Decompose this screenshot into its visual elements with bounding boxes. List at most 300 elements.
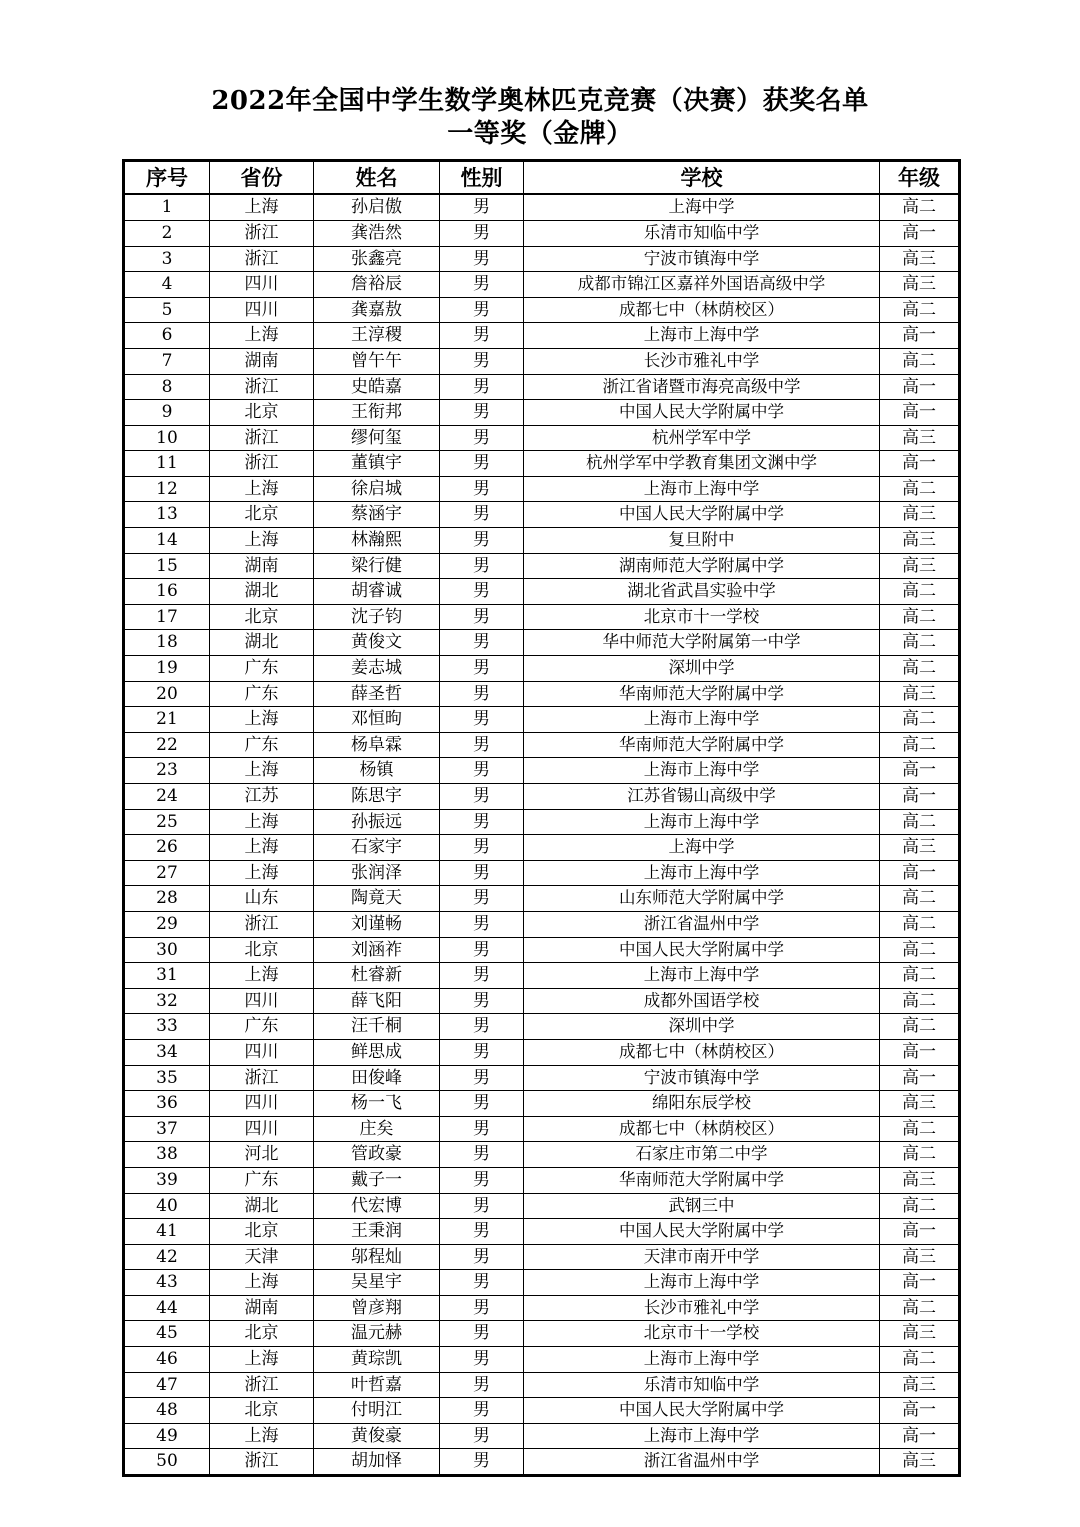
cell-school: 北京市十一学校	[524, 604, 880, 630]
cell-sequence-number: 38	[124, 1142, 210, 1168]
table-row	[124, 1091, 960, 1117]
table-row	[124, 784, 960, 810]
cell-school: 石家庄市第二中学	[524, 1142, 880, 1168]
cell-school: 上海市上海中学	[524, 1423, 880, 1449]
cell-school: 上海市上海中学	[524, 758, 880, 784]
cell-grade: 高二	[880, 886, 960, 912]
cell-province: 上海	[210, 1270, 314, 1296]
cell-grade: 高三	[880, 246, 960, 272]
cell-sequence-number: 22	[124, 732, 210, 758]
cell-grade: 高二	[880, 656, 960, 682]
cell-student-name: 黄琮凯	[314, 1347, 440, 1373]
table-row	[124, 1167, 960, 1193]
cell-school: 复旦附中	[524, 528, 880, 554]
table-row	[124, 937, 960, 963]
cell-grade: 高二	[880, 1014, 960, 1040]
cell-student-name: 董镇宇	[314, 451, 440, 477]
cell-student-name: 梁行健	[314, 553, 440, 579]
cell-grade: 高一	[880, 1065, 960, 1091]
cell-sequence-number: 42	[124, 1244, 210, 1270]
cell-sequence-number: 13	[124, 502, 210, 528]
cell-student-name: 陶竟天	[314, 886, 440, 912]
cell-grade: 高二	[880, 297, 960, 323]
cell-province: 浙江	[210, 220, 314, 246]
cell-province: 湖北	[210, 630, 314, 656]
table-row	[124, 194, 960, 220]
cell-grade: 高一	[880, 323, 960, 349]
cell-grade: 高三	[880, 1244, 960, 1270]
cell-student-name: 陈思宇	[314, 784, 440, 810]
awards-table	[122, 159, 961, 1477]
cell-grade: 高二	[880, 937, 960, 963]
cell-school: 上海市上海中学	[524, 1347, 880, 1373]
cell-school: 乐清市知临中学	[524, 1372, 880, 1398]
cell-student-name: 龚浩然	[314, 220, 440, 246]
table-row	[124, 1142, 960, 1168]
cell-gender: 男	[440, 1091, 524, 1117]
cell-province: 浙江	[210, 1372, 314, 1398]
cell-province: 北京	[210, 1398, 314, 1424]
cell-school: 长沙市雅礼中学	[524, 348, 880, 374]
table-row	[124, 451, 960, 477]
cell-gender: 男	[440, 246, 524, 272]
cell-sequence-number: 16	[124, 579, 210, 605]
cell-sequence-number: 46	[124, 1347, 210, 1373]
table-row	[124, 809, 960, 835]
table-row	[124, 553, 960, 579]
cell-province: 上海	[210, 809, 314, 835]
cell-gender: 男	[440, 604, 524, 630]
cell-grade: 高二	[880, 1116, 960, 1142]
cell-gender: 男	[440, 1321, 524, 1347]
cell-sequence-number: 19	[124, 656, 210, 682]
cell-province: 四川	[210, 1116, 314, 1142]
cell-gender: 男	[440, 656, 524, 682]
cell-grade: 高二	[880, 911, 960, 937]
table-row	[124, 758, 960, 784]
cell-grade: 高一	[880, 758, 960, 784]
cell-grade: 高二	[880, 476, 960, 502]
cell-grade: 高二	[880, 579, 960, 605]
cell-province: 上海	[210, 860, 314, 886]
table-row	[124, 681, 960, 707]
column-header-gender: 性别	[440, 161, 524, 195]
table-row	[124, 1295, 960, 1321]
cell-student-name: 孙启傲	[314, 194, 440, 220]
cell-province: 浙江	[210, 374, 314, 400]
table-row	[124, 220, 960, 246]
cell-gender: 男	[440, 963, 524, 989]
cell-gender: 男	[440, 911, 524, 937]
table-row	[124, 604, 960, 630]
column-header-name: 姓名	[314, 161, 440, 195]
cell-province: 广东	[210, 1014, 314, 1040]
cell-sequence-number: 26	[124, 835, 210, 861]
cell-gender: 男	[440, 1244, 524, 1270]
cell-gender: 男	[440, 297, 524, 323]
cell-province: 江苏	[210, 784, 314, 810]
cell-sequence-number: 44	[124, 1295, 210, 1321]
cell-sequence-number: 15	[124, 553, 210, 579]
table-row	[124, 1321, 960, 1347]
cell-student-name: 胡加怿	[314, 1449, 440, 1476]
table-row	[124, 835, 960, 861]
cell-school: 中国人民大学附属中学	[524, 502, 880, 528]
column-header-grade: 年级	[880, 161, 960, 195]
table-row	[124, 1449, 960, 1476]
cell-student-name: 史皓嘉	[314, 374, 440, 400]
table-row	[124, 1372, 960, 1398]
cell-sequence-number: 40	[124, 1193, 210, 1219]
cell-sequence-number: 8	[124, 374, 210, 400]
cell-gender: 男	[440, 476, 524, 502]
cell-grade: 高三	[880, 272, 960, 298]
cell-gender: 男	[440, 1423, 524, 1449]
cell-province: 湖南	[210, 348, 314, 374]
cell-sequence-number: 37	[124, 1116, 210, 1142]
cell-student-name: 杨一飞	[314, 1091, 440, 1117]
cell-school: 天津市南开中学	[524, 1244, 880, 1270]
table-row	[124, 297, 960, 323]
cell-student-name: 温元赫	[314, 1321, 440, 1347]
table-row	[124, 707, 960, 733]
cell-grade: 高三	[880, 1372, 960, 1398]
cell-student-name: 王衔邦	[314, 400, 440, 426]
cell-province: 湖南	[210, 553, 314, 579]
cell-gender: 男	[440, 194, 524, 220]
cell-student-name: 代宏博	[314, 1193, 440, 1219]
cell-school: 上海市上海中学	[524, 476, 880, 502]
cell-province: 上海	[210, 707, 314, 733]
cell-student-name: 付明江	[314, 1398, 440, 1424]
cell-student-name: 邬程灿	[314, 1244, 440, 1270]
cell-school: 浙江省诸暨市海亮高级中学	[524, 374, 880, 400]
cell-province: 广东	[210, 681, 314, 707]
cell-gender: 男	[440, 502, 524, 528]
cell-gender: 男	[440, 732, 524, 758]
cell-sequence-number: 32	[124, 988, 210, 1014]
cell-school: 山东师范大学附属中学	[524, 886, 880, 912]
cell-sequence-number: 47	[124, 1372, 210, 1398]
cell-student-name: 徐启城	[314, 476, 440, 502]
cell-school: 上海市上海中学	[524, 1270, 880, 1296]
cell-province: 浙江	[210, 1449, 314, 1476]
cell-student-name: 王秉润	[314, 1219, 440, 1245]
cell-province: 上海	[210, 1423, 314, 1449]
cell-grade: 高一	[880, 400, 960, 426]
cell-grade: 高二	[880, 630, 960, 656]
cell-school: 中国人民大学附属中学	[524, 1219, 880, 1245]
cell-sequence-number: 23	[124, 758, 210, 784]
cell-province: 上海	[210, 323, 314, 349]
cell-grade: 高三	[880, 835, 960, 861]
cell-sequence-number: 31	[124, 963, 210, 989]
cell-sequence-number: 33	[124, 1014, 210, 1040]
cell-sequence-number: 30	[124, 937, 210, 963]
cell-student-name: 薛飞阳	[314, 988, 440, 1014]
cell-province: 山东	[210, 886, 314, 912]
cell-student-name: 黄俊文	[314, 630, 440, 656]
table-row	[124, 1065, 960, 1091]
cell-school: 乐清市知临中学	[524, 220, 880, 246]
cell-grade: 高一	[880, 1039, 960, 1065]
cell-grade: 高三	[880, 528, 960, 554]
cell-grade: 高一	[880, 1270, 960, 1296]
cell-sequence-number: 9	[124, 400, 210, 426]
table-row	[124, 656, 960, 682]
cell-gender: 男	[440, 1193, 524, 1219]
cell-province: 广东	[210, 656, 314, 682]
cell-gender: 男	[440, 1167, 524, 1193]
cell-sequence-number: 25	[124, 809, 210, 835]
cell-province: 浙江	[210, 1065, 314, 1091]
cell-student-name: 杨镇	[314, 758, 440, 784]
cell-school: 成都市锦江区嘉祥外国语高级中学	[524, 272, 880, 298]
cell-student-name: 庄矣	[314, 1116, 440, 1142]
cell-school: 上海中学	[524, 835, 880, 861]
cell-gender: 男	[440, 1219, 524, 1245]
awards-table-wrap	[122, 159, 958, 1477]
cell-student-name: 鲜思成	[314, 1039, 440, 1065]
cell-province: 浙江	[210, 911, 314, 937]
cell-school: 湖北省武昌实验中学	[524, 579, 880, 605]
cell-school: 绵阳东辰学校	[524, 1091, 880, 1117]
cell-province: 北京	[210, 400, 314, 426]
cell-gender: 男	[440, 784, 524, 810]
cell-province: 湖北	[210, 579, 314, 605]
table-row	[124, 886, 960, 912]
cell-province: 四川	[210, 1039, 314, 1065]
cell-school: 上海市上海中学	[524, 707, 880, 733]
column-header-school: 学校	[524, 161, 880, 195]
cell-province: 北京	[210, 1219, 314, 1245]
cell-sequence-number: 41	[124, 1219, 210, 1245]
cell-gender: 男	[440, 272, 524, 298]
cell-student-name: 薛圣哲	[314, 681, 440, 707]
cell-gender: 男	[440, 348, 524, 374]
awards-table-head	[124, 161, 960, 195]
cell-gender: 男	[440, 528, 524, 554]
cell-student-name: 林瀚熙	[314, 528, 440, 554]
cell-student-name: 吴星宇	[314, 1270, 440, 1296]
table-row	[124, 1116, 960, 1142]
cell-grade: 高三	[880, 681, 960, 707]
cell-school: 中国人民大学附属中学	[524, 1398, 880, 1424]
table-row	[124, 425, 960, 451]
cell-sequence-number: 2	[124, 220, 210, 246]
cell-sequence-number: 21	[124, 707, 210, 733]
cell-school: 宁波市镇海中学	[524, 1065, 880, 1091]
cell-school: 上海市上海中学	[524, 963, 880, 989]
cell-grade: 高一	[880, 784, 960, 810]
cell-student-name: 张润泽	[314, 860, 440, 886]
cell-student-name: 黄俊豪	[314, 1423, 440, 1449]
cell-student-name: 邓恒昫	[314, 707, 440, 733]
page-subtitle: 一等奖（金牌）	[447, 118, 633, 149]
table-row	[124, 374, 960, 400]
cell-school: 华南师范大学附属中学	[524, 1167, 880, 1193]
cell-sequence-number: 4	[124, 272, 210, 298]
cell-gender: 男	[440, 1295, 524, 1321]
cell-grade: 高二	[880, 348, 960, 374]
cell-sequence-number: 17	[124, 604, 210, 630]
table-row	[124, 1347, 960, 1373]
cell-grade: 高一	[880, 374, 960, 400]
table-row	[124, 911, 960, 937]
table-row	[124, 1039, 960, 1065]
cell-grade: 高二	[880, 963, 960, 989]
cell-school: 深圳中学	[524, 656, 880, 682]
cell-province: 湖北	[210, 1193, 314, 1219]
cell-province: 上海	[210, 758, 314, 784]
cell-school: 武钢三中	[524, 1193, 880, 1219]
table-row	[124, 323, 960, 349]
cell-student-name: 沈子钧	[314, 604, 440, 630]
cell-province: 上海	[210, 963, 314, 989]
cell-grade: 高一	[880, 220, 960, 246]
cell-sequence-number: 14	[124, 528, 210, 554]
cell-gender: 男	[440, 1014, 524, 1040]
cell-student-name: 刘涵祚	[314, 937, 440, 963]
cell-school: 中国人民大学附属中学	[524, 937, 880, 963]
table-row	[124, 1398, 960, 1424]
cell-gender: 男	[440, 1398, 524, 1424]
cell-province: 河北	[210, 1142, 314, 1168]
cell-gender: 男	[440, 374, 524, 400]
cell-student-name: 蔡涵宇	[314, 502, 440, 528]
table-row	[124, 1014, 960, 1040]
cell-sequence-number: 5	[124, 297, 210, 323]
cell-student-name: 戴子一	[314, 1167, 440, 1193]
cell-gender: 男	[440, 1372, 524, 1398]
cell-province: 北京	[210, 1321, 314, 1347]
table-row	[124, 630, 960, 656]
cell-province: 四川	[210, 272, 314, 298]
cell-province: 上海	[210, 1347, 314, 1373]
cell-gender: 男	[440, 1142, 524, 1168]
table-row	[124, 1219, 960, 1245]
table-row	[124, 1193, 960, 1219]
cell-school: 上海市上海中学	[524, 323, 880, 349]
cell-school: 成都外国语学校	[524, 988, 880, 1014]
cell-student-name: 汪千桐	[314, 1014, 440, 1040]
awards-table-body	[124, 194, 960, 1475]
cell-grade: 高二	[880, 1193, 960, 1219]
cell-sequence-number: 43	[124, 1270, 210, 1296]
cell-grade: 高三	[880, 1091, 960, 1117]
table-row	[124, 963, 960, 989]
cell-grade: 高二	[880, 988, 960, 1014]
cell-student-name: 詹裕辰	[314, 272, 440, 298]
cell-school: 深圳中学	[524, 1014, 880, 1040]
cell-province: 浙江	[210, 451, 314, 477]
cell-province: 上海	[210, 194, 314, 220]
table-row	[124, 528, 960, 554]
cell-province: 四川	[210, 297, 314, 323]
cell-student-name: 刘谨畅	[314, 911, 440, 937]
cell-sequence-number: 20	[124, 681, 210, 707]
cell-grade: 高三	[880, 1167, 960, 1193]
cell-school: 浙江省温州中学	[524, 911, 880, 937]
cell-school: 宁波市镇海中学	[524, 246, 880, 272]
cell-province: 湖南	[210, 1295, 314, 1321]
table-row	[124, 246, 960, 272]
cell-sequence-number: 24	[124, 784, 210, 810]
cell-sequence-number: 35	[124, 1065, 210, 1091]
cell-school: 成都七中（林荫校区）	[524, 1039, 880, 1065]
table-row	[124, 502, 960, 528]
cell-grade: 高二	[880, 604, 960, 630]
cell-student-name: 叶哲嘉	[314, 1372, 440, 1398]
cell-gender: 男	[440, 1270, 524, 1296]
table-row	[124, 732, 960, 758]
cell-school: 华南师范大学附属中学	[524, 681, 880, 707]
cell-province: 广东	[210, 1167, 314, 1193]
cell-student-name: 曾彦翔	[314, 1295, 440, 1321]
cell-student-name: 田俊峰	[314, 1065, 440, 1091]
cell-sequence-number: 11	[124, 451, 210, 477]
cell-province: 上海	[210, 528, 314, 554]
cell-school: 杭州学军中学	[524, 425, 880, 451]
cell-grade: 高一	[880, 1398, 960, 1424]
table-row	[124, 476, 960, 502]
cell-student-name: 孙振远	[314, 809, 440, 835]
cell-grade: 高二	[880, 1295, 960, 1321]
table-row	[124, 400, 960, 426]
table-row	[124, 988, 960, 1014]
cell-province: 天津	[210, 1244, 314, 1270]
cell-gender: 男	[440, 809, 524, 835]
cell-gender: 男	[440, 707, 524, 733]
cell-sequence-number: 48	[124, 1398, 210, 1424]
cell-gender: 男	[440, 1039, 524, 1065]
cell-province: 浙江	[210, 246, 314, 272]
cell-grade: 高二	[880, 1347, 960, 1373]
cell-grade: 高二	[880, 809, 960, 835]
cell-gender: 男	[440, 220, 524, 246]
cell-sequence-number: 39	[124, 1167, 210, 1193]
cell-grade: 高三	[880, 1449, 960, 1476]
cell-school: 杭州学军中学教育集团文渊中学	[524, 451, 880, 477]
cell-grade: 高三	[880, 502, 960, 528]
cell-gender: 男	[440, 323, 524, 349]
cell-student-name: 石家宇	[314, 835, 440, 861]
cell-gender: 男	[440, 1065, 524, 1091]
cell-gender: 男	[440, 988, 524, 1014]
cell-grade: 高一	[880, 451, 960, 477]
cell-school: 浙江省温州中学	[524, 1449, 880, 1476]
cell-sequence-number: 6	[124, 323, 210, 349]
cell-student-name: 姜志城	[314, 656, 440, 682]
cell-gender: 男	[440, 400, 524, 426]
cell-student-name: 张鑫亮	[314, 246, 440, 272]
cell-grade: 高二	[880, 194, 960, 220]
cell-province: 四川	[210, 988, 314, 1014]
table-row	[124, 579, 960, 605]
cell-student-name: 杨阜霖	[314, 732, 440, 758]
cell-province: 四川	[210, 1091, 314, 1117]
cell-sequence-number: 45	[124, 1321, 210, 1347]
cell-province: 北京	[210, 604, 314, 630]
cell-gender: 男	[440, 886, 524, 912]
cell-school: 中国人民大学附属中学	[524, 400, 880, 426]
cell-sequence-number: 49	[124, 1423, 210, 1449]
cell-sequence-number: 3	[124, 246, 210, 272]
document-title-block	[0, 0, 1080, 149]
cell-province: 上海	[210, 476, 314, 502]
cell-student-name: 缪何玺	[314, 425, 440, 451]
cell-province: 北京	[210, 502, 314, 528]
